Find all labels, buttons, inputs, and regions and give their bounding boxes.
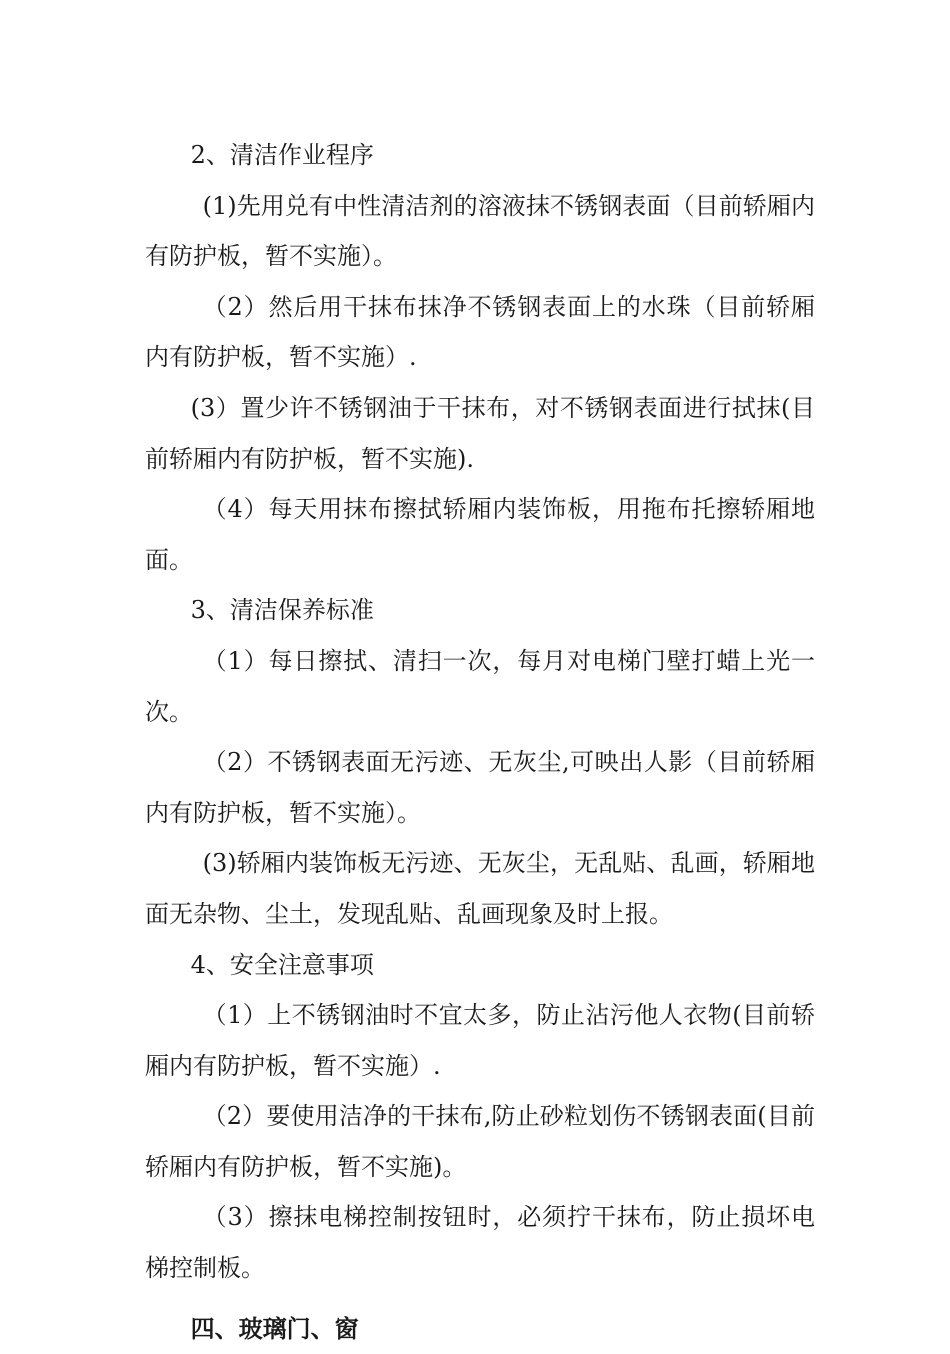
paragraph-safety-3: （3）擦抹电梯控制按钮时，必须拧干抹布，防止损坏电梯控制板。 [145, 1203, 815, 1283]
paragraph-standard-3: (3)轿厢内装饰板无污迹、无灰尘，无乱贴、乱画，轿厢地面无杂物、尘土，发现乱贴、乱画现象及时上报。 [145, 849, 815, 928]
paragraph-procedure-1: (1)先用兑有中性清洁剂的溶液抹不锈钢表面（目前轿厢内有防护板，暂不实施）。 [145, 191, 815, 271]
heading-cleaning-standard: 3、清洁保养标准 [190, 596, 374, 625]
heading-safety-notes: 4、安全注意事项 [190, 950, 374, 979]
paragraph-procedure-2: （2）然后用干抹布抹净不锈钢表面上的水珠（目前轿厢内有防护板，暂不实施）. [145, 292, 815, 372]
document-body [145, 130, 815, 1354]
paragraph-standard-1: （1）每日擦拭、清扫一次，每月对电梯门壁打蜡上光一次。 [145, 646, 815, 726]
paragraph-safety-2: （2）要使用洁净的干抹布,防止砂粒划伤不锈钢表面(目前轿厢内有防护板，暂不实施)。 [145, 1102, 815, 1181]
paragraph-procedure-3: (3）置少许不锈钢油于干抹布，对不锈钢表面进行拭抹(目前轿厢内有防护板，暂不实施). [145, 393, 815, 473]
paragraph-safety-1: （1）上不锈钢油时不宜太多，防止沾污他人衣物(目前轿厢内有防护板，暂不实施）. [145, 1001, 815, 1080]
section-title-glass-doors-windows: 四、玻璃门、窗 [190, 1313, 359, 1343]
heading-cleaning-procedure: 2、清洁作业程序 [190, 141, 374, 169]
paragraph-procedure-4: （4）每天用抹布擦拭轿厢内装饰板，用拖布托擦轿厢地面。 [145, 495, 815, 574]
paragraph-standard-2: （2）不锈钢表面无污迹、无灰尘,可映出人影（目前轿厢内有防护板，暂不实施）。 [145, 748, 815, 827]
